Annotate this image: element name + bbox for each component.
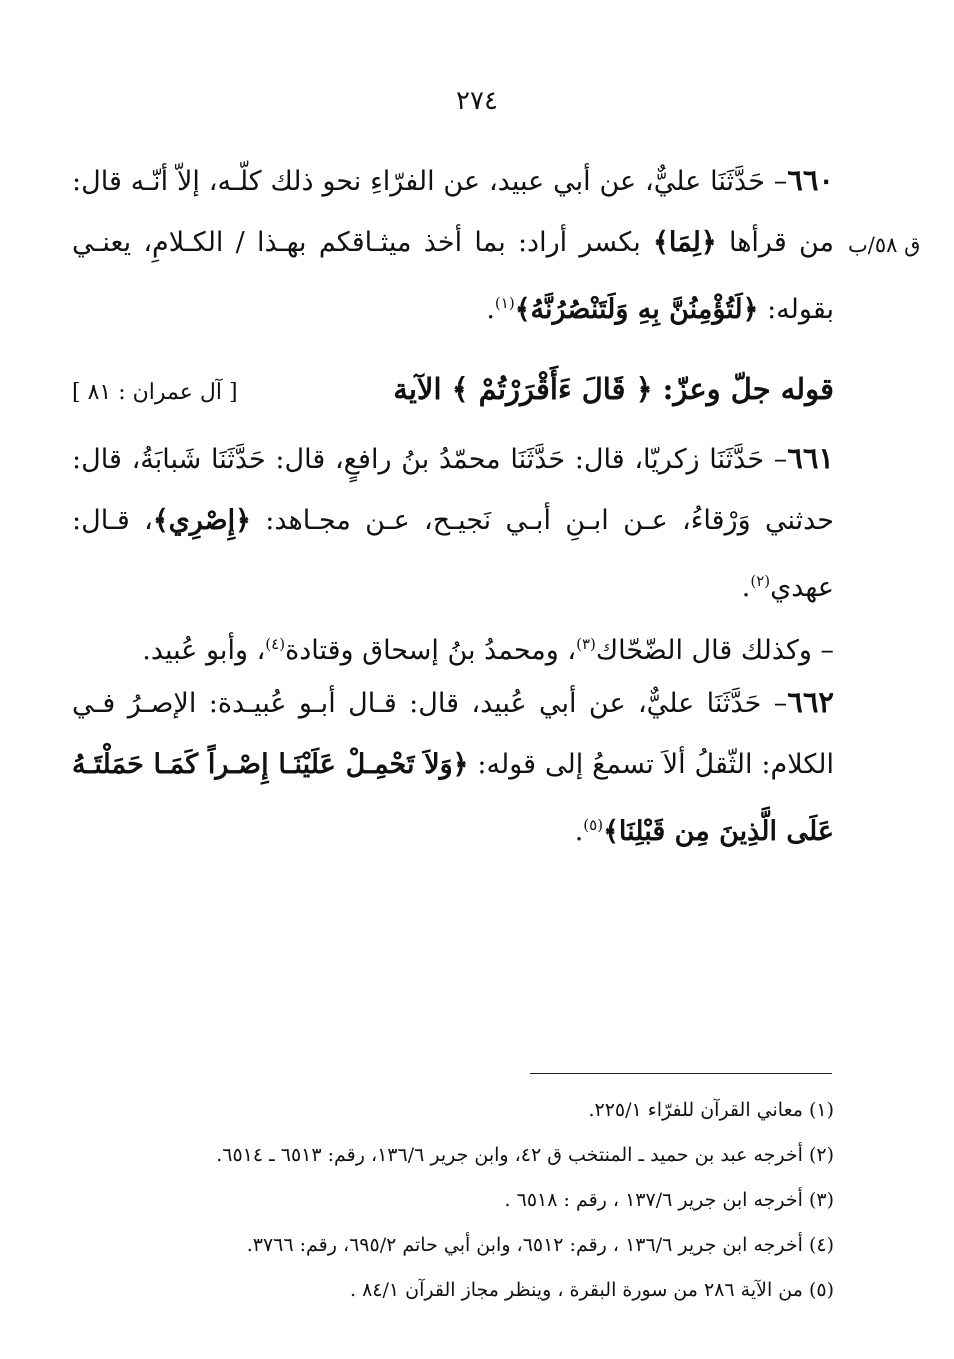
punctuation: . <box>741 572 751 603</box>
page-number: ٢٧٤ <box>456 86 498 116</box>
dash-note <box>72 614 834 681</box>
footnote-ref: (٢) <box>750 572 771 590</box>
note-text: ، وأبو عُبيد. <box>142 635 266 666</box>
footnote-ref: (٣) <box>576 635 596 653</box>
note-text: ، ومحمدُ بنُ إسحاق وقتادة <box>285 635 577 666</box>
entry-number: ٦٦٢ <box>787 685 834 719</box>
footnote: (١) معاني القرآن للفرّاء ٢٢٥/١. <box>588 1099 834 1121</box>
note-text: – وكذلك قال الضّحّاك <box>595 635 834 666</box>
entry-text: بقوله: <box>758 294 834 325</box>
quran-quote: ﴿لَتُؤْمِنُنَّ بِهِ وَلَتَنْصُرُنَّهُ﴾ <box>514 294 759 325</box>
verse-reference: [ آل عمران : ٨١ ] <box>72 380 238 405</box>
manuscript-folio-marker: ق ٥٨/ب <box>848 233 921 257</box>
footnote: (٣) أخرجه ابن جرير ١٣٧/٦ ، رقم : ٦٥١٨ . <box>504 1189 834 1211</box>
entry-text: قال: حدثني وَرْقاءُ، عـن ابـنِ أبـي نَجيـح، عـن مجـاهد: <box>72 444 834 536</box>
footnote: (٥) من الآية ٢٨٦ من سورة البقرة ، وينظر مجاز القرآن ٨٤/١ . <box>349 1279 834 1301</box>
heading-title: قوله جلّ وعزّ: ﴿ قَالَ ءَأَقْرَرْتُمْ ﴾ الآية <box>393 372 834 406</box>
entry-text: الكلام: الثّقلُ ألاَ تسمعُ إلى قوله: <box>468 749 834 780</box>
quran-quote: ﴿وَلاَ تَحْمِـلْ عَلَيْنَـا إِصْـراً كَمَـا حَمَلْتَـهُ عَلَى الَّذِينَ مِن قَبْلِنَا﴾ <box>72 749 834 847</box>
entry-text: – حَدَّثَنَا عليٌّ، عن أبي عبيد، عن الفرّاءِ نحو ذلك كلّـه، إلاّ أنّـه <box>130 166 788 197</box>
entry-660 <box>72 150 834 340</box>
footnote-ref: (١) <box>494 294 515 312</box>
footnote: (٤) أخرجه ابن جرير ١٣٦/٦ ، رقم: ٦٥١٢، وابن أبي حاتم ٦٩٥/٢، رقم: ٣٧٦٦. <box>246 1234 834 1256</box>
quran-quote: ﴿إِصْرِي﴾ <box>152 505 251 536</box>
footnote: (٢) أخرجه عبد بن حميد ـ المنتخب ق ٤٢، وابن جرير ١٣٦/٦، رقم: ٦٥١٣ ـ ٦٥١٤. <box>216 1144 834 1166</box>
entry-number: ٦٦٠ <box>787 163 834 197</box>
entry-number: ٦٦١ <box>787 441 834 475</box>
footnote-ref: (٥) <box>583 816 604 834</box>
footnote-divider <box>530 1073 832 1074</box>
entry-text: – حَدَّثَنَا زكريّا، قال: حَدَّثَنَا محمّدُ بنُ رافعٍ، قال: حَدَّثَنَا شَبابَةُ، <box>131 444 788 475</box>
entry-662 <box>72 672 834 862</box>
footnote-ref: (٤) <box>265 635 286 653</box>
quran-quote: ﴿لِمَا﴾ <box>653 227 717 258</box>
section-heading <box>72 372 834 424</box>
entry-text: قال: من قرأها <box>72 166 834 258</box>
entry-text: بكسر أراد: بما أخذ ميثـاقكم بهـذا / الكـلامِ، يعنـي <box>72 227 654 258</box>
punctuation: . <box>574 816 584 847</box>
entry-text: عهدي <box>770 572 834 603</box>
footnotes <box>60 1088 834 1313</box>
entry-text: – حَدَّثَنَا عليٌّ، عن أبي عُبيد، قال: قـال أبـو عُبيـدة: الإصـرُ فـي <box>72 688 788 719</box>
punctuation: . <box>486 294 495 325</box>
entry-text: ، قـال: <box>72 505 153 536</box>
entry-661 <box>72 428 834 618</box>
